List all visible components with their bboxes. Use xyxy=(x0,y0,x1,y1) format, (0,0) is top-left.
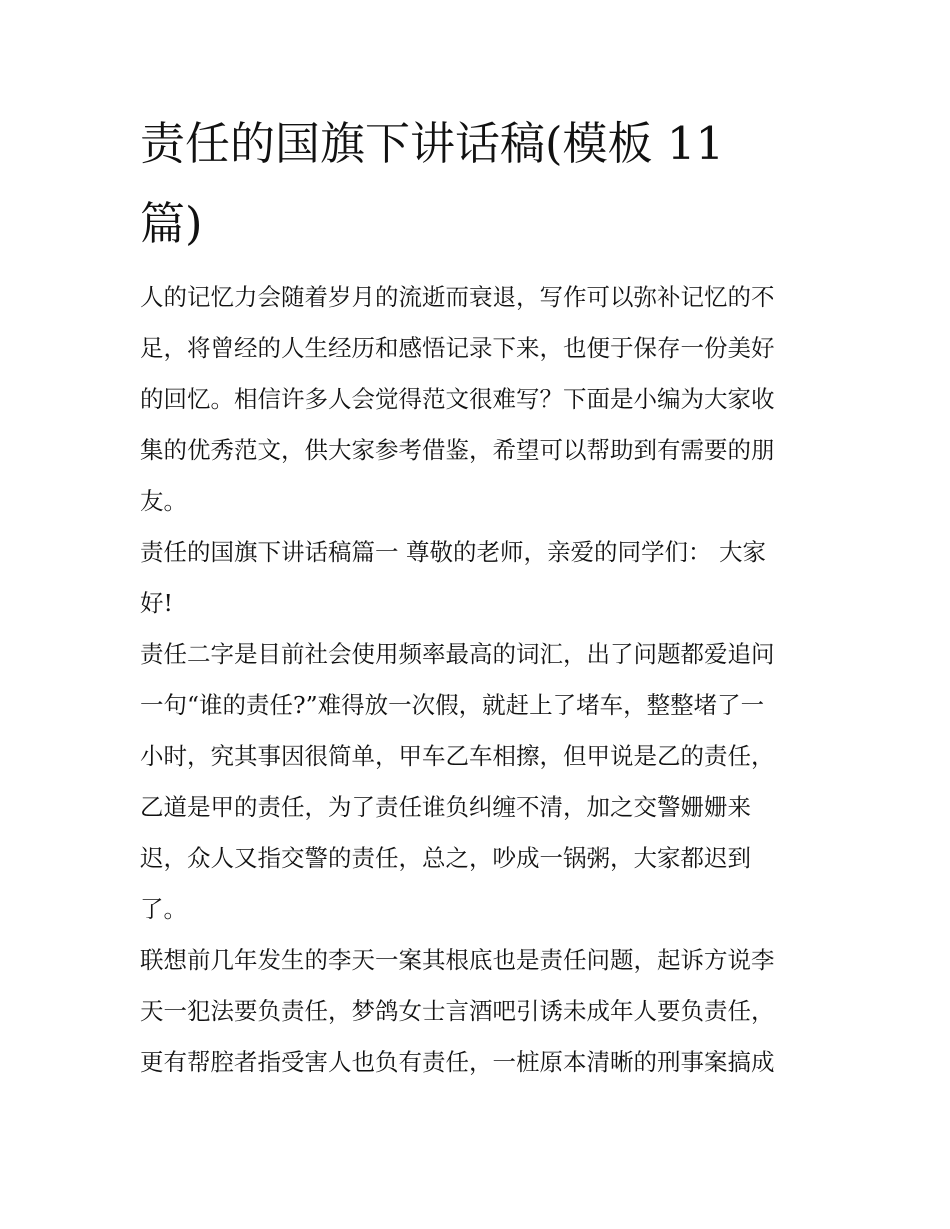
body-line: 联想前几年发生的李天一案其根底也是责任问题，起诉方说李 xyxy=(140,946,775,974)
body-line: 迟，众人又指交警的责任，总之，吵成一锅粥，大家都迟到 xyxy=(140,844,751,872)
body-line: 人的记忆力会随着岁月的流逝而衰退，写作可以弥补记忆的不 xyxy=(140,283,775,311)
body-line: 的回忆。相信许多人会觉得范文很难写？下面是小编为大家收 xyxy=(140,385,775,413)
body-line: 责任二字是目前社会使用频率最高的词汇，出了问题都爱追问 xyxy=(140,640,775,668)
body-line: 足，将曾经的人生经历和感悟记录下来，也便于保存一份美好 xyxy=(140,334,775,362)
body-line: 天一犯法要负责任，梦鸽女士言酒吧引诱未成年人要负责任， xyxy=(140,997,775,1025)
body-line: 乙道是甲的责任，为了责任谁负纠缠不清，加之交警姗姗来 xyxy=(140,793,751,821)
body-line: 一句“谁的责任?”难得放一次假，就赶上了堵车，整整堵了一 xyxy=(140,691,765,719)
document-title xyxy=(140,104,830,264)
document-body xyxy=(140,272,812,1088)
body-line: 友。 xyxy=(140,487,187,515)
body-line: 更有帮腔者指受害人也负有责任，一桩原本清晰的刑事案搞成 xyxy=(140,1048,775,1076)
title-line: 责任的国旗下讲话稿(模板 11 xyxy=(140,117,725,170)
body-line: 好! xyxy=(140,589,173,617)
body-line: 集的优秀范文，供大家参考借鉴，希望可以帮助到有需要的朋 xyxy=(140,436,775,464)
title-line: 篇) xyxy=(140,197,203,250)
body-line: 小时，究其事因很简单，甲车乙车相擦，但甲说是乙的责任， xyxy=(140,742,775,770)
body-line: 了。 xyxy=(140,895,187,923)
body-line: 责任的国旗下讲话稿篇一 尊敬的老师，亲爱的同学们： 大家 xyxy=(140,538,766,566)
